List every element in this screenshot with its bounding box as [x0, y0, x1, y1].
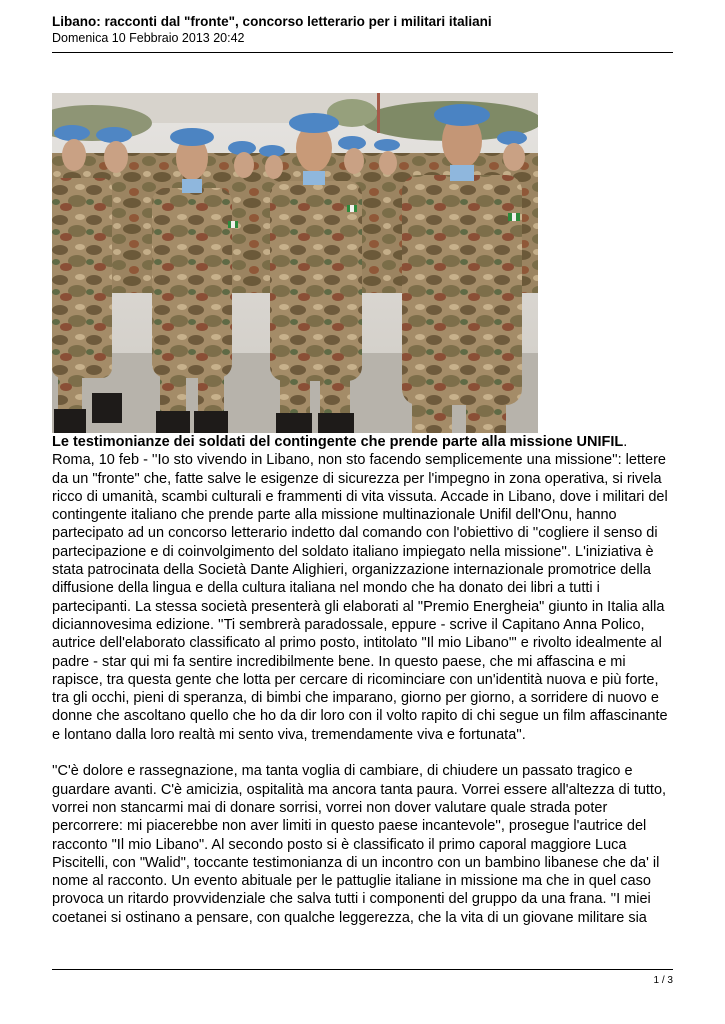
- article-paragraph-2: ''C'è dolore e rassegnazione, ma tanta voglia di cambiare, di chiudere un passato tragico e guardare avanti. C'è amicizia, ospitalità ma ancora tanta paura. Vorrei essere all'altezza di tutto, vorrei non stancarmi mai di donare sorrisi, vorrei non dover valutare quale strada poter percorrere: mi piacerebbe non aver limiti in questo paese incantevole'', prosegue l'autrice del racconto "Il mio Libano". Al secondo posto si è classificato il primo caporal maggiore Luca Piscitelli, con "Walid", toccante testimonianza di un incontro con un bambino libanese che da' il nome al racconto. Un evento abituale per le pattuglie italiane in missione ma che in quel caso provoca un ritardo provvidenziale che salva tutti i componenti del gruppo da una frana. ''I miei coetanei si ostinano a pensare, con qualche leggerezza, che la vita di un giovane militare sia: [52, 763, 667, 926]
- article-title: Libano: racconti dal "fronte", concorso letterario per i militari italiani: [52, 14, 492, 29]
- page-number: 1 / 3: [653, 975, 673, 986]
- article-paragraph-1: [52, 433, 677, 744]
- article-lead: Le testimonianze dei soldati del contingente che prende parte alla missione UNIFIL: [52, 434, 624, 450]
- header-divider: [52, 52, 673, 53]
- article-body: [52, 433, 677, 927]
- article-photo: [52, 93, 538, 433]
- article-paragraph-1-text: Roma, 10 feb - ''Io sto vivendo in Libano, non sto facendo semplicemente una missione'': lettere da un "fronte" che, fatte salve le esigenze di sicurezza per l'impegno in zona operativa, si rivela ricco di umanità, scambi culturali e frammenti di vita vissuta. Accade in Libano, dove i militari del contingente italiano che prende parte alla missione multinazionale Unifil dell'Onu, hanno partecipato ad un concorso letterario indetto dal comando con l'obiettivo di ''cogliere il senso di partecipazione e di coinvolgimento del soldato italiano impiegato nella missione''. L'iniziativa è stata patrocinata della Società Dante Alighieri, organizzazione internazionale promotrice della diffusione della lingua e della cultura italiana nel mondo che ha donato dei libri a tutti i partecipanti. La stessa società presenterà gli elaborati al "Premio Energheia" giunto in Italia alla diciannovesima edizione. ''Ti sembrerà paradossale, eppure - scrive il Capitano Anna Polico, autrice dell'elaborato classificato al primo posto, intitolato "Il mio Libano"' e rivolto idealmente al padre - star qui mi fa sentire incredibilmente bene. In questo paese, che mi affascina e mi rapisce, tra questa gente che lotta per cercare di ricominciare con un'identità nuova e più forte, tra gli occhi, pieni di speranza, di bimbi che imparano, giorno per giorno, a sorridere di nuovo e donne che ascoltano quello che ho da dir loro con il volto rapito di chi segue un film affascinante e lontano dalla loro realtà mi sento viva, tremendamente viva e fortunata''.: [52, 452, 668, 743]
- article-date: Domenica 10 Febbraio 2013 20:42: [52, 31, 245, 45]
- footer-divider: [52, 969, 673, 970]
- page-header: [52, 13, 673, 46]
- article-lead-punct: .: [623, 434, 628, 450]
